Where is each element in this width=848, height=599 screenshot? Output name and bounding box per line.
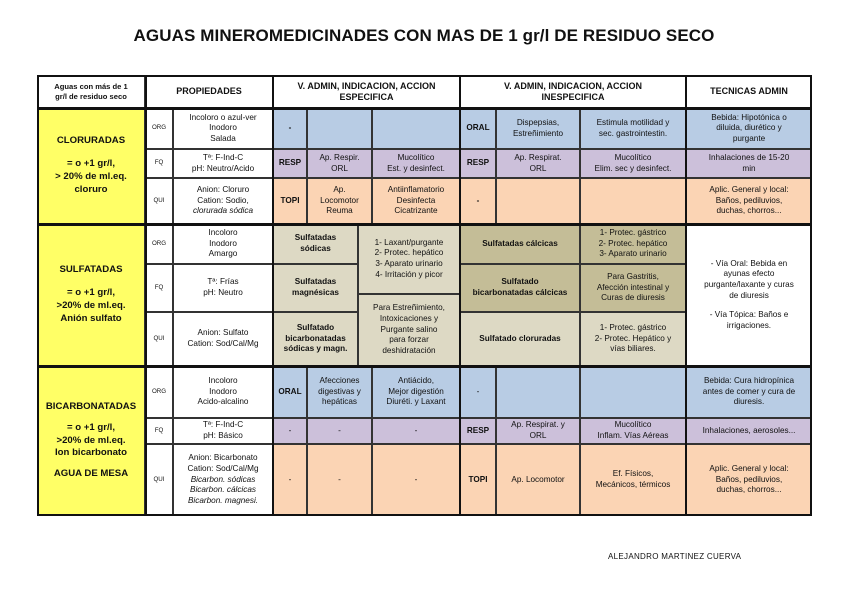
author-footer: ALEJANDRO MARTINEZ CUERVA — [608, 552, 742, 561]
header-propiedades: PROPIEDADES — [145, 75, 273, 108]
cloruradas-esp-oral-acc — [372, 108, 460, 149]
sulfatadas-esp-type-sodicas: Sulfatadas sódicas — [273, 224, 358, 264]
cloruradas-esp-topi-acc: Antiinflamatorio Desinfecta Cicatrizante — [372, 178, 460, 224]
cloruradas-qui-label: QUI — [145, 178, 173, 224]
bicarbonatadas-inesp-resp-ind: Ap. Respirat. y ORL — [496, 418, 580, 444]
bicarbonatadas-inesp-topi-acc: Ef. Físicos, Mecánicos, térmicos — [580, 444, 686, 516]
cloruradas-qui: Anion: Cloruro Cation: Sodio, clorurada sódica — [173, 178, 273, 224]
bicarbonatadas-family: BICARBONATADAS = o +1 gr/l, >20% de ml.eq. Ion bicarbonato AGUA DE MESA — [37, 366, 145, 516]
sulfatadas-inesp-accion-3: 1- Protec. gástrico 2- Protec. Hepático y vías biliares. — [580, 312, 686, 366]
sulfatadas-qui-label: QUI — [145, 312, 173, 366]
cloruradas-inesp-resp-via: RESP — [460, 149, 496, 178]
bicarbonatadas-esp-topi-via: - — [273, 444, 307, 516]
sulfatadas-fq: Tª: Frías pH: Neutro — [173, 264, 273, 312]
cloruradas-esp-resp-via: RESP — [273, 149, 307, 178]
sulfatadas-esp-type-magnesicas: Sulfatadas magnésicas — [273, 264, 358, 312]
bicarbonatadas-tec-topi: Aplic. General y local: Baños, pediluvios, duchas, chorros... — [686, 444, 812, 516]
sulfatadas-family: SULFATADAS = o +1 gr/l, >20% de ml.eq. Anión sulfato — [37, 224, 145, 366]
header-inespecifica: V. ADMIN, INDICACION, ACCION INESPECIFICA — [460, 75, 686, 108]
header-corner: Aguas con más de 1 gr/l de residuo seco — [37, 75, 145, 108]
header-tecnicas: TECNICAS ADMIN — [686, 75, 812, 108]
cloruradas-tec-resp: Inhalaciones de 15-20 min — [686, 149, 812, 178]
sulfatadas-org: Incoloro Inodoro Amargo — [173, 224, 273, 264]
sulfatadas-org-label: ORG — [145, 224, 173, 264]
bicarbonatadas-inesp-resp-acc: Mucolítico Inflam. Vías Aéreas — [580, 418, 686, 444]
sulfatadas-inesp-type-calcicas: Sulfatadas cálcicas — [460, 224, 580, 264]
bicarbonatadas-esp-oral-ind: Afecciones digestivas y hepáticas — [307, 366, 372, 418]
cloruradas-family: CLORURADAS = o +1 gr/l, > 20% de ml.eq. cloruro — [37, 108, 145, 224]
sulfatadas-fq-label: FQ — [145, 264, 173, 312]
cloruradas-tec-topi: Aplic. General y local: Baños, pediluvios, duchas, chorros... — [686, 178, 812, 224]
cloruradas-esp-oral-via: - — [273, 108, 307, 149]
page-title: AGUAS MINEROMEDICINADES CON MAS DE 1 gr/l DE RESIDUO SECO — [133, 26, 715, 45]
sulfatadas-qui: Anion: Sulfato Cation: Sod/Cal/Mg — [173, 312, 273, 366]
sulfatadas-esp-accion-2: Para Estreñimiento, Intoxicaciones y Purgante salino para forzar deshidratación — [358, 294, 460, 366]
bicarbonatadas-fq: Tª: F-Ind-C pH: Básico — [173, 418, 273, 444]
cloruradas-org-label: ORG — [145, 108, 173, 149]
cloruradas-inesp-resp-acc: Mucolítico Elim. sec y desinfect. — [580, 149, 686, 178]
cloruradas-inesp-topi-via: - — [460, 178, 496, 224]
bicarbonatadas-inesp-oral-via: - — [460, 366, 496, 418]
header-especifica: V. ADMIN, INDICACION, ACCION ESPECIFICA — [273, 75, 460, 108]
bicarbonatadas-fq-label: FQ — [145, 418, 173, 444]
cloruradas-inesp-topi-ind — [496, 178, 580, 224]
cloruradas-inesp-topi-acc — [580, 178, 686, 224]
sulfatadas-inesp-accion-1: 1- Protec. gástrico 2- Protec. hepático 3- Aparato urinario — [580, 224, 686, 264]
cloruradas-org: Incoloro o azul-ver Inodoro Salada — [173, 108, 273, 149]
bicarbonatadas-esp-topi-acc: - — [372, 444, 460, 516]
cloruradas-tec-oral: Bebida: Hipotónica o diluida, diurético y purgante — [686, 108, 812, 149]
cloruradas-esp-topi-via: TOPI — [273, 178, 307, 224]
bicarbonatadas-qui-label: QUI — [145, 444, 173, 516]
bicarbonatadas-inesp-topi-ind: Ap. Locomotor — [496, 444, 580, 516]
bicarbonatadas-org: Incoloro Inodoro Acido-alcalino — [173, 366, 273, 418]
cloruradas-inesp-oral-ind: Dispepsias, Estreñimiento — [496, 108, 580, 149]
cloruradas-esp-topi-ind: Ap. Locomotor Reuma — [307, 178, 372, 224]
bicarbonatadas-tec-oral: Bebida: Cura hidropínica antes de comer y cura de diuresis. — [686, 366, 812, 418]
cloruradas-inesp-oral-via: ORAL — [460, 108, 496, 149]
bicarbonatadas-org-label: ORG — [145, 366, 173, 418]
cloruradas-esp-oral-ind — [307, 108, 372, 149]
bicarbonatadas-esp-resp-acc: - — [372, 418, 460, 444]
sulfatadas-inesp-type-bicarbonatadas: Sulfatado bicarbonatadas cálcicas — [460, 264, 580, 312]
cloruradas-fq: Tª: F-Ind-C pH: Neutro/Acido — [173, 149, 273, 178]
cloruradas-fq-label: FQ — [145, 149, 173, 178]
bicarbonatadas-inesp-topi-via: TOPI — [460, 444, 496, 516]
cloruradas-inesp-resp-ind: Ap. Respirat. ORL — [496, 149, 580, 178]
sulfatadas-esp-type-bicarbonatadas: Sulfatado bicarbonatadas sódicas y magn. — [273, 312, 358, 366]
cloruradas-inesp-oral-acc: Estimula motilidad y sec. gastrointestin. — [580, 108, 686, 149]
sulfatadas-esp-accion-1: 1- Laxant/purgante 2- Protec. hepático 3- Aparato urinario 4- Irritación y picor — [358, 224, 460, 294]
sulfatadas-inesp-accion-2: Para Gastritis, Afección intestinal y Curas de diuresis — [580, 264, 686, 312]
sulfatadas-inesp-type-cloruradas: Sulfatado cloruradas — [460, 312, 580, 366]
bicarbonatadas-tec-resp: Inhalaciones, aerosoles... — [686, 418, 812, 444]
bicarbonatadas-esp-resp-via: - — [273, 418, 307, 444]
bicarbonatadas-inesp-oral-acc — [580, 366, 686, 418]
sulfatadas-tec: - Vía Oral: Bebida en ayunas efecto purgante/laxante y curas de diuresis - Vía Tópica: Baños e irrigaciones. — [686, 224, 812, 366]
bicarbonatadas-esp-oral-acc: Antiácido, Mejor digestión Diuréti. y Laxant — [372, 366, 460, 418]
bicarbonatadas-qui: Anion: Bicarbonato Cation: Sod/Cal/Mg Bicarbon. sódicas Bicarbon. cálcicas Bicarbon. magnesi. — [173, 444, 273, 516]
cloruradas-esp-resp-ind: Ap. Respir. ORL — [307, 149, 372, 178]
bicarbonatadas-esp-resp-ind: - — [307, 418, 372, 444]
bicarbonatadas-inesp-oral-ind — [496, 366, 580, 418]
bicarbonatadas-esp-oral-via: ORAL — [273, 366, 307, 418]
bicarbonatadas-esp-topi-ind: - — [307, 444, 372, 516]
cloruradas-esp-resp-acc: Mucolítico Est. y desinfect. — [372, 149, 460, 178]
bicarbonatadas-inesp-resp-via: RESP — [460, 418, 496, 444]
